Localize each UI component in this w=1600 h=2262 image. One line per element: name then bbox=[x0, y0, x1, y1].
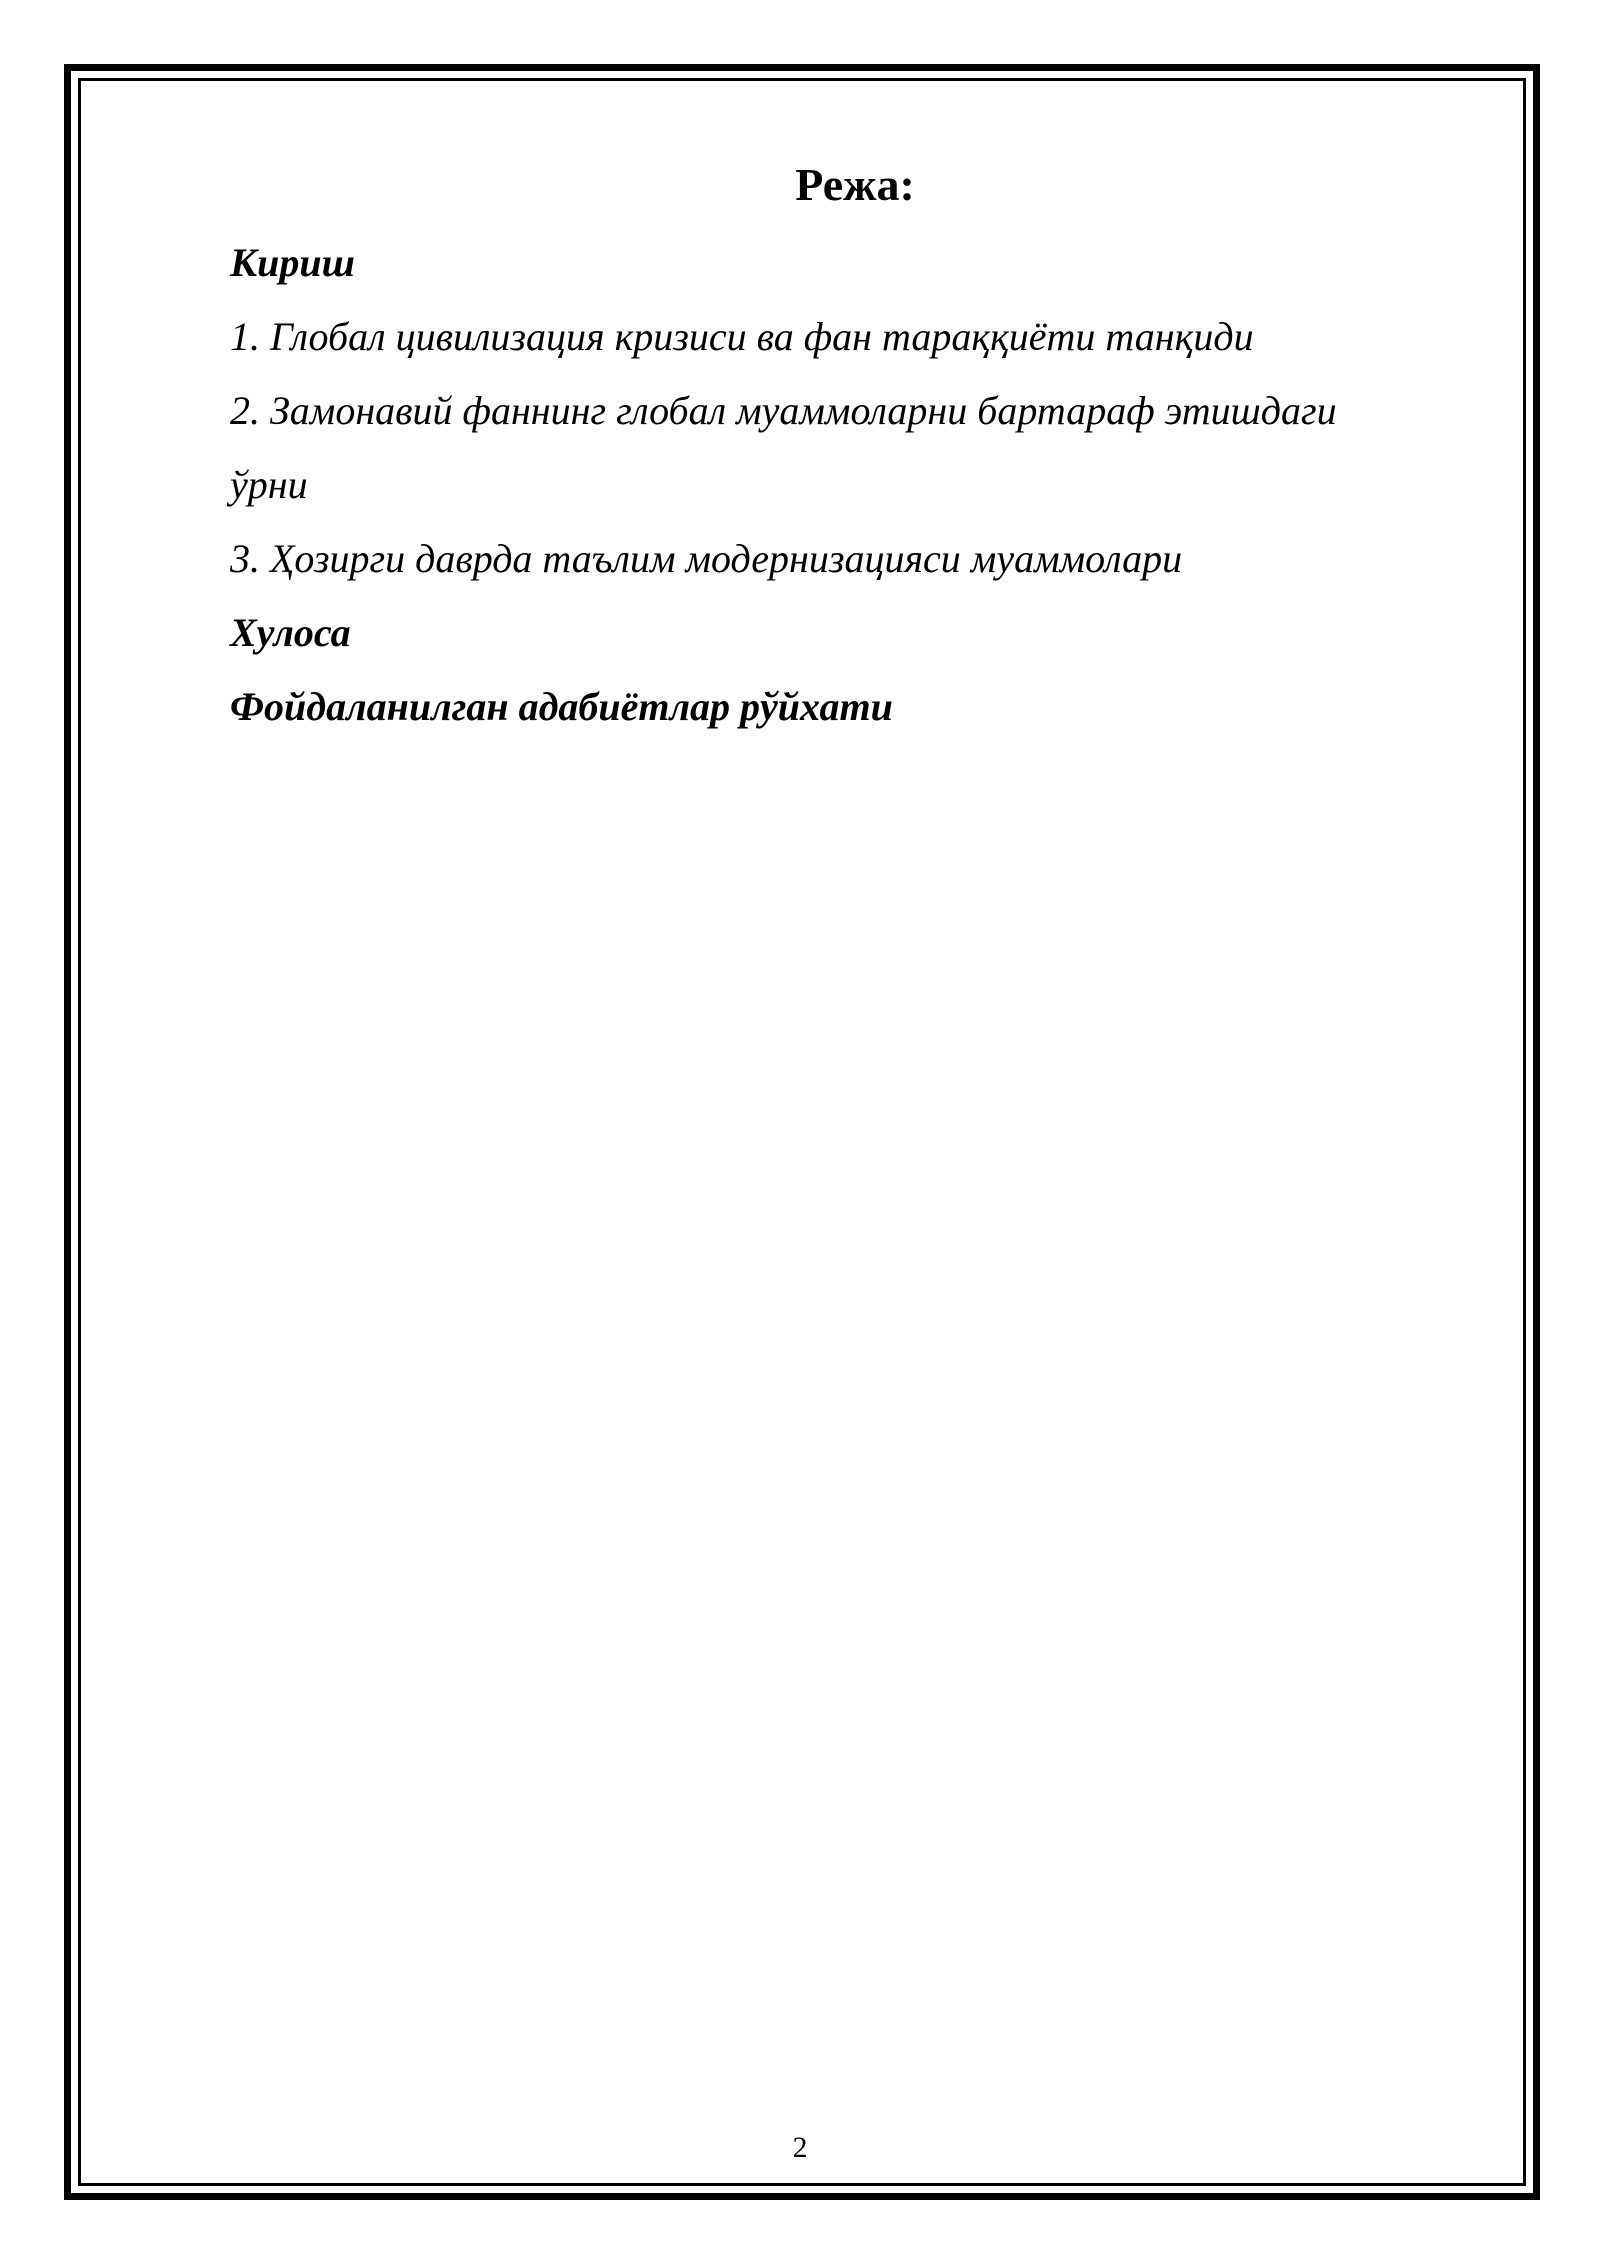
document-body bbox=[230, 150, 1440, 744]
list-item-text: Фойдаланилган адабиётлар рўйхати bbox=[230, 684, 893, 729]
list-item-2 bbox=[230, 374, 1440, 448]
list-item-2-continued bbox=[230, 448, 1440, 522]
list-item-1 bbox=[230, 300, 1440, 374]
list-item-text: ўрни bbox=[230, 462, 308, 507]
list-item-references bbox=[230, 670, 1440, 744]
page-title: Режа: bbox=[795, 159, 915, 210]
list-item-introduction bbox=[230, 226, 1440, 300]
list-item-text: Хулоса bbox=[230, 610, 351, 655]
list-item-number: 1. bbox=[230, 314, 260, 359]
list-item-text: Кириш bbox=[230, 240, 355, 285]
list-item-conclusion bbox=[230, 596, 1440, 670]
list-item-3 bbox=[230, 522, 1440, 596]
list-item-number: 3. bbox=[230, 536, 260, 581]
list-item-text: Ҳозирги даврда таълим модернизацияси муаммолари bbox=[270, 536, 1183, 581]
list-item-text: Глобал цивилизация кризиси ва фан тараққиёти танқиди bbox=[270, 314, 1254, 359]
plan-list bbox=[230, 226, 1440, 744]
page-number: 2 bbox=[792, 2131, 808, 2164]
list-item-number: 2. bbox=[230, 388, 260, 433]
list-item-text: Замонавий фаннинг глобал муаммоларни бартараф этишдаги bbox=[270, 388, 1337, 433]
